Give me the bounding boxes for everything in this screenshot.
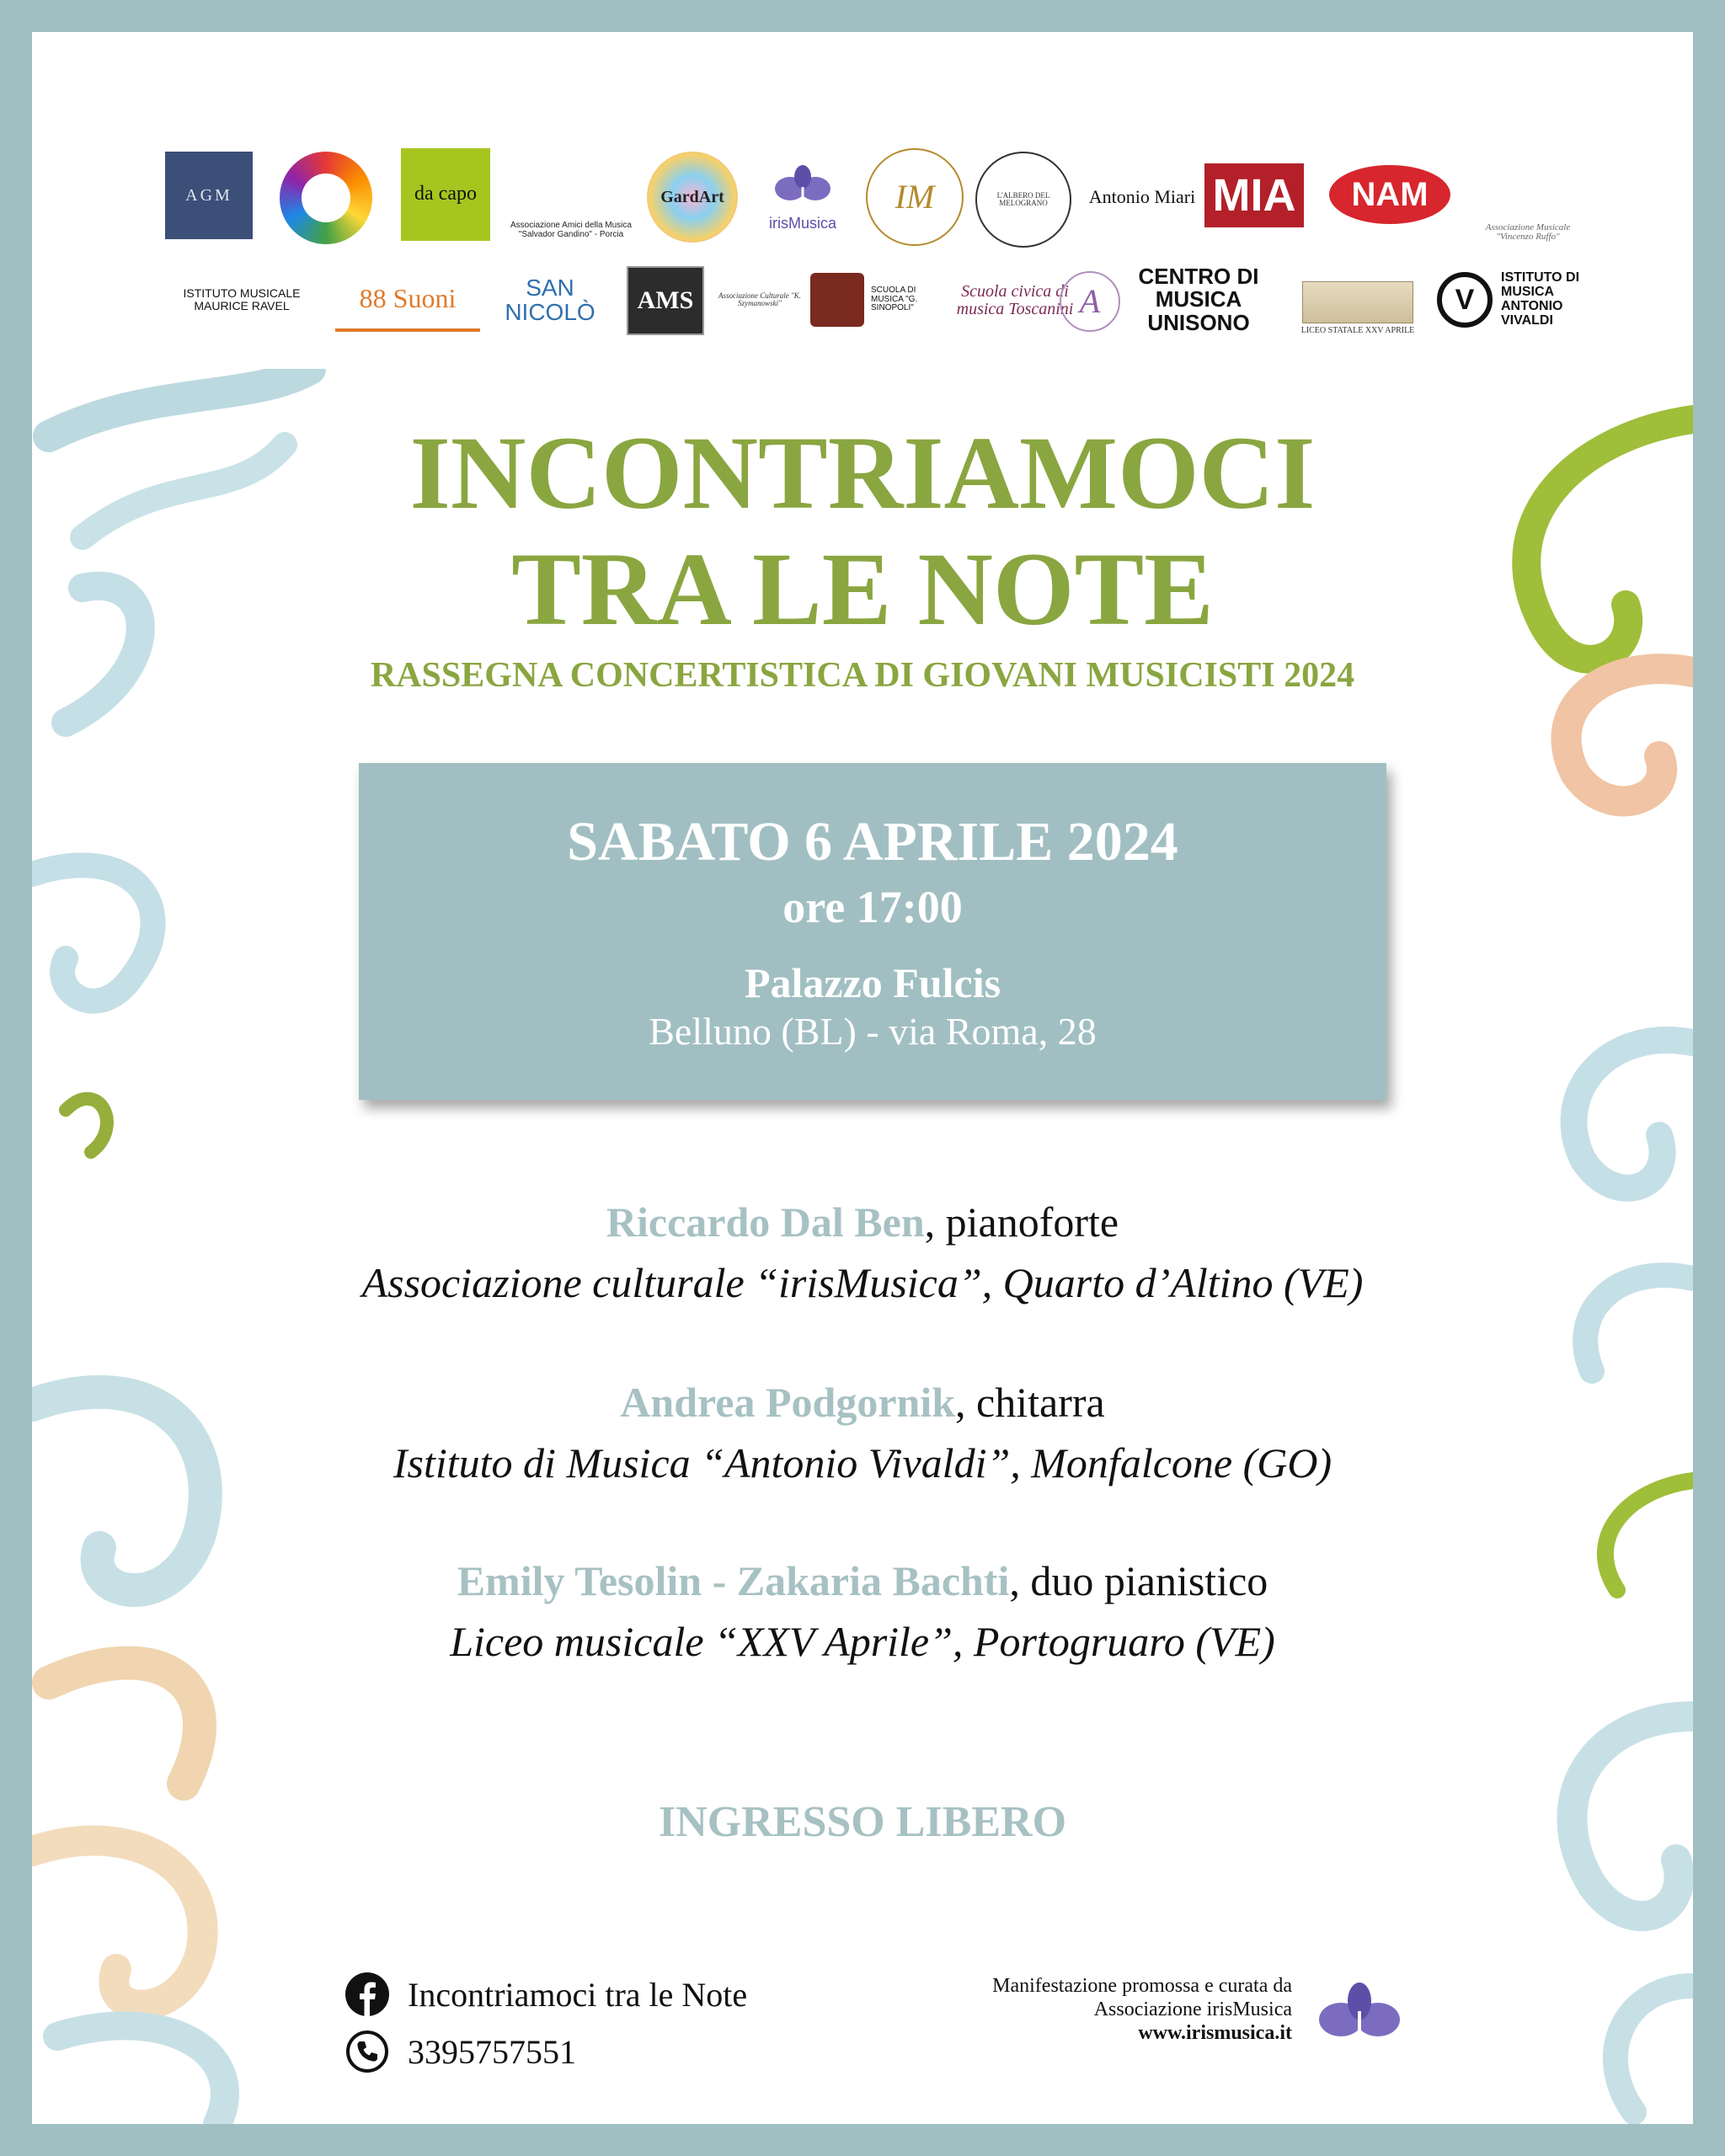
performer-name: Riccardo Dal Ben: [606, 1198, 925, 1246]
promoter-line-1: Manifestazione promossa e curata da: [992, 1975, 1292, 1997]
facebook-contact[interactable]: [345, 1972, 747, 2016]
irismusica-footer-logo-icon: [1317, 1977, 1402, 2053]
promoter-line-2: Associazione irisMusica: [1093, 1999, 1292, 2020]
irismusica-logo: irisMusica: [756, 150, 849, 244]
promoter-website[interactable]: www.irismusica.it: [1138, 2022, 1292, 2044]
sponsor-logos-row-1: [32, 116, 1693, 243]
antonio-miari-logo: Antonio Miari: [1088, 186, 1196, 208]
event-info-box: [359, 763, 1386, 1100]
event-venue: Palazzo Fulcis: [744, 959, 1001, 1006]
free-entry-label: INGRESSO LIBERO: [658, 1798, 1067, 1846]
event-time: ore 17:00: [782, 882, 963, 932]
facebook-icon: [345, 1972, 389, 2016]
insieme-musica-logo: IM: [866, 148, 964, 246]
nam-logo: NAM: [1329, 165, 1450, 224]
subtitle: RASSEGNA CONCERTISTICA DI GIOVANI MUSICISTI 2024: [370, 656, 1355, 695]
a-monogram-logo: A: [1060, 271, 1120, 332]
liceo-xxv-aprile-logo: LICEO STATALE XXV APRILE: [1299, 263, 1417, 335]
promoter-credit: [992, 1974, 1292, 2045]
performer-3: [32, 1556, 1693, 1605]
88-suoni-logo: 88 Suoni: [335, 270, 480, 332]
vivaldi-logo: V ISTITUTO DI MUSICA ANTONIO VIVALDI: [1437, 264, 1587, 335]
albero-melograno-logo: L'ALBERO DEL MELOGRANO: [975, 152, 1071, 248]
san-nicolo-logo: SAN NICOLÒ: [505, 274, 595, 325]
performer-1-affiliation: Associazione culturale “irisMusica”, Quarto d’Altino (VE): [361, 1259, 1364, 1306]
amici-musica-logo: Associazione Amici della Musica "Salvador Gandino" - Porcia: [510, 221, 632, 239]
vincenzo-ruffo-logo: Associazione Musicale "Vincenzo Ruffo": [1485, 221, 1571, 243]
performer-2: [32, 1378, 1693, 1427]
ams-logo: AMS: [627, 266, 704, 335]
phone-number: 3395757551: [408, 2032, 576, 2071]
performer-3-affiliation: Liceo musicale “XXV Aprile”, Portogruaro (VE): [450, 1618, 1275, 1665]
event-date: SABATO 6 APRILE 2024: [567, 811, 1178, 873]
phone-icon: [345, 2030, 389, 2073]
szymanowski-logo: Associazione Culturale "K. Szymanowski": [718, 291, 802, 307]
performer-role: , duo pianistico: [1009, 1557, 1268, 1604]
unisono-logo: CENTRO DI MUSICA UNISONO: [1138, 266, 1259, 334]
sinopoli-logo: SCUOLA DI MUSICA "G. SINOPOLI": [810, 270, 935, 330]
title-line-1: INCONTRIAMOCI: [409, 415, 1316, 531]
performer-name: Andrea Podgornik: [620, 1379, 956, 1426]
agm-logo: AGM: [165, 152, 253, 239]
title-line-2: TRA LE NOTE: [511, 531, 1214, 647]
phone-contact[interactable]: [345, 2030, 576, 2073]
poster: [32, 32, 1693, 2124]
facebook-page-name: Incontriamoci tra le Note: [408, 1975, 748, 2014]
performer-2-affiliation: Istituto di Musica “Antonio Vivaldi”, Monfalcone (GO): [393, 1439, 1332, 1486]
performer-name: Emily Tesolin - Zakaria Bachti: [457, 1557, 1010, 1604]
sponsor-logos-row-2: [32, 226, 1693, 335]
musica-mia-logo: MIA: [1204, 163, 1304, 227]
toscanini-logo: Scuola civica di musica Toscanini: [956, 282, 1074, 318]
da-capo-logo: da capo: [401, 148, 490, 241]
performer-role: , pianoforte: [924, 1198, 1119, 1246]
gardart-logo: GardArt: [647, 152, 738, 243]
event-address: Belluno (BL) - via Roma, 28: [649, 1010, 1097, 1053]
performer-1: [32, 1198, 1693, 1246]
maurice-ravel-logo: ISTITUTO MUSICALE MAURICE RAVEL: [183, 286, 301, 312]
performer-role: , chitarra: [955, 1379, 1105, 1426]
